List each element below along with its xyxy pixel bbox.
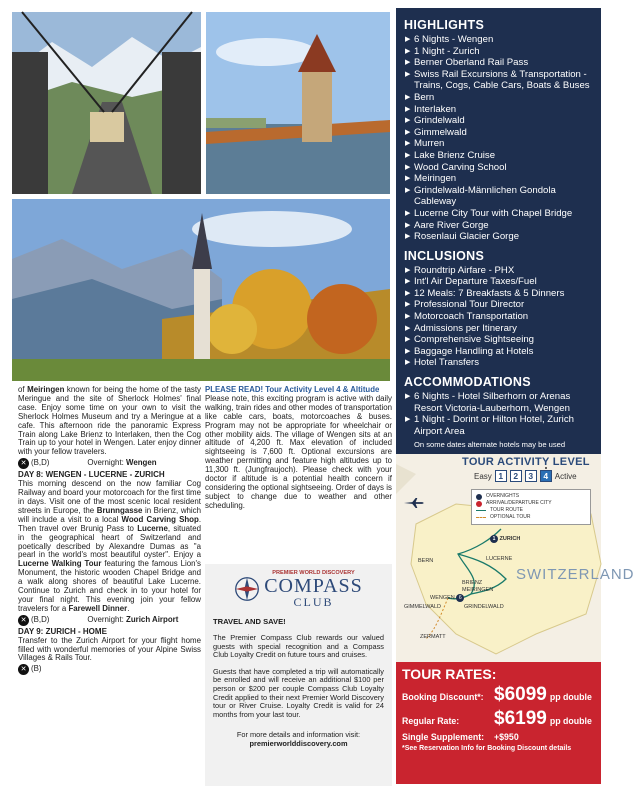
alpine-village-photo <box>12 199 390 381</box>
inclusions-item: ▶ Admissions per Itinerary <box>405 322 517 334</box>
bullet-icon: ▶ <box>405 128 411 136</box>
highlights-item: ▶ 6 Nights - Wengen <box>405 34 494 45</box>
legend-arrival: ARRIVAL/DEPARTURE CITY <box>476 500 586 507</box>
meal-icon: ✕ <box>18 458 29 469</box>
legend-optional: OPTIONAL TOUR <box>476 514 586 521</box>
meals-row: ✕ (B,D) Overnight: Zurich Airport <box>18 615 201 626</box>
map-label-grindelwald: GRINDELWALD <box>464 604 504 610</box>
map-label-gimmelwald: GIMMELWALD <box>404 604 441 610</box>
highlights-heading: HIGHLIGHTS <box>404 18 485 32</box>
accommodations-item: ▶ 1 Night - Dorint or Hilton Hotel, Zurich Airport Area <box>405 414 574 437</box>
activity-level-scale <box>474 470 577 482</box>
highlights-list <box>404 34 595 243</box>
info-panel <box>396 8 601 454</box>
highlights-item: ▶ Lake Brienz Cruise <box>405 149 496 161</box>
chapel-bridge-photo <box>206 12 390 194</box>
map-label-brienz: BRIENZ <box>462 580 483 586</box>
map-label-lucerne: LUCERNE <box>486 556 513 562</box>
inclusions-heading: INCLUSIONS <box>404 248 485 263</box>
legend-overnights: OVERNIGHTS <box>476 493 586 500</box>
inclusions-item: ▶ Motorcoach Transportation <box>405 311 529 323</box>
cog-railway-photo <box>12 12 201 194</box>
inclusions-item: ▶ Int'l Air Departure Taxes/Fuel <box>405 276 537 288</box>
bullet-icon: ▶ <box>405 140 411 148</box>
accommodations-heading: ACCOMMODATIONS <box>404 375 531 390</box>
day9-heading: DAY 9: ZURICH - HOME <box>18 626 107 636</box>
map-label-meiringen: MEIRINGEN <box>462 587 494 593</box>
bullet-icon: ▶ <box>405 233 411 241</box>
activity-level-title: TOUR ACTIVITY LEVEL <box>462 456 590 468</box>
meal-icon: ✕ <box>18 615 29 626</box>
bullet-icon: ▶ <box>405 117 411 125</box>
inclusions-item: ▶ 12 Meals: 7 Breakfasts & 5 Dinners <box>405 287 565 299</box>
compass-icon <box>234 576 260 602</box>
club-text-1: The Premier Compass Club rewards our valued guests with special recognition and a Compass Club Loyalty Credit on future tours and cruises. <box>213 633 384 660</box>
club-url[interactable]: premierworlddiscovery.com <box>249 738 348 748</box>
inclusions-list <box>404 265 595 369</box>
highlights-item: ▶ Berner Oberland Rail Pass <box>405 57 529 69</box>
plane-icon <box>404 498 424 508</box>
level-2: 2 <box>510 470 522 482</box>
map-label-bern: BERN <box>418 558 434 564</box>
please-read-text: Please note, this exciting program is active with daily walking, train rides and other modes of transportation like cable cars, boats, motorcoaches & buses. Program may not be appropriate for wheelchair or other mobility aids. The village of Wengen sits at an altitude of 4,200 ft. Max elevation of included sightseeing is 7,600 ft. Optional excursions are weather permitting and feature high altitudes up to 11,300 ft. (Jungfraujoch). Please check with your doctor if altitude is a potential health concern if considering the optional sightseeing. Order of days is subject to change due to weather and other scheduling. <box>205 393 392 510</box>
tour-rates <box>396 662 601 784</box>
bullet-icon: ▶ <box>405 105 411 113</box>
hotel-note: On some dates alternate hotels may be used <box>414 440 566 450</box>
single-supplement: Single Supplement: +$950 <box>402 732 519 742</box>
bullet-icon: ▶ <box>405 70 411 78</box>
club-more: For more details and information visit: <box>236 730 361 740</box>
compass-club-logo: PREMIER WORLD DISCOVERY COMPASS CLUB <box>213 570 384 608</box>
rates-note: *See Reservation Info for Booking Discount details <box>402 745 572 752</box>
level-4: 4 <box>540 470 552 482</box>
level-3: 3 <box>525 470 537 482</box>
bullet-icon: ▶ <box>405 359 411 367</box>
map-label-wengen: WENGEN 6 <box>430 594 464 602</box>
bullet-icon: ▶ <box>405 313 411 321</box>
notice-column <box>205 386 392 511</box>
bullet-icon: ▶ <box>405 59 411 67</box>
level-1: 1 <box>495 470 507 482</box>
day7-text: of Meiringen known for being the home of the tasty Meringue and the site of Sherlock Holmes' final case. Enjoy some time on your own to visit the Sherlock Holmes Museum and try a Meringue at a cafe. This afternoon ride the panoramic Express Train along Lake Brienz to Interlaken, then the Cog Train up to your hotel in Wengen. Later enjoy dinner with your fellow travelers. <box>18 385 201 457</box>
map-legend <box>471 489 591 525</box>
bullet-icon: ▶ <box>405 324 411 332</box>
rates-heading: TOUR RATES: <box>402 666 497 682</box>
bullet-icon: ▶ <box>405 278 411 286</box>
bullet-icon: ▶ <box>405 163 411 171</box>
bullet-icon: ▶ <box>405 93 411 101</box>
bullet-icon: ▶ <box>405 347 411 355</box>
accommodations-item: ▶ 6 Nights - Hotel Silberhorn or Arenas Resort Victoria-Lauberhorn, Wengen <box>405 391 571 414</box>
club-text-2: Guests that have completed a trip will automatically be enrolled and will receive an additional $100 per person or $200 per couple Compass Club Loyalty Credit applied to their next Premier World Discovery tour or River Cruise. Loyalty Credit is valid for 24 months from your last tour. <box>213 666 384 719</box>
day8-heading: DAY 8: WENGEN - LUCERNE - ZURICH <box>18 470 165 480</box>
bullet-icon: ▶ <box>405 36 411 43</box>
day9-text: Transfer to the Zurich Airport for your flight home filled with wonderful memories of your Alpine Swiss Villages & Rails Tour. <box>18 635 201 663</box>
accommodations-list <box>404 391 595 437</box>
map-label-zurich: 1 ZURICH <box>490 535 520 543</box>
bullet-icon: ▶ <box>405 289 411 297</box>
highlights-item: ▶ Swiss Rail Excursions & Transportation - Trains, Cogs, Cable Cars, Boats & Buses <box>405 68 590 92</box>
legend-route: TOUR ROUTE <box>476 507 586 514</box>
meals-row: ✕ (B) <box>18 664 201 675</box>
country-label: SWITZERLAND <box>516 566 635 583</box>
bullet-icon: ▶ <box>405 151 411 159</box>
bullet-icon: ▶ <box>405 336 411 344</box>
regular-rate: Regular Rate: $6199 pp double <box>402 708 592 729</box>
inclusions-item: ▶ Comprehensive Sightseeing <box>405 334 534 346</box>
highlights-item: ▶ Meiringen <box>405 173 457 185</box>
booking-rate: Booking Discount*: $6099 pp double <box>402 684 592 705</box>
highlights-item: ▶ Wood Carving School <box>405 161 507 173</box>
highlights-item: ▶ Interlaken <box>405 103 457 115</box>
meal-icon: ✕ <box>18 664 29 675</box>
compass-club-box <box>205 564 392 786</box>
bullet-icon: ▶ <box>405 301 411 309</box>
bullet-icon: ▶ <box>405 209 411 217</box>
bullet-icon: ▶ <box>405 47 411 55</box>
highlights-item: ▶ Lucerne City Tour with Chapel Bridge <box>405 207 573 219</box>
map-label-zermatt: ZERMATT <box>420 634 446 640</box>
highlights-item: ▶ Gimmelwald <box>405 126 467 138</box>
inclusions-item: ▶ Hotel Transfers <box>405 357 480 369</box>
easy-label: Easy <box>474 471 492 481</box>
itinerary-column <box>18 386 201 677</box>
bullet-icon: ▶ <box>405 393 411 401</box>
bullet-icon: ▶ <box>405 416 411 424</box>
highlights-item: ▶ Bern <box>405 91 435 103</box>
bullet-icon: ▶ <box>405 186 411 194</box>
bullet-icon: ▶ <box>405 221 411 229</box>
highlights-item: ▶ Grindelwald <box>405 115 465 127</box>
meals-row: ✕ (B,D) Overnight: Wengen <box>18 458 201 469</box>
highlights-item: ▶ 1 Night - Zurich <box>405 45 480 57</box>
highlights-item: ▶ Aare River Gorge <box>405 219 489 231</box>
bullet-icon: ▶ <box>405 175 411 183</box>
day8-text: This morning descend on the now familiar Cog Railway and board your motorcoach for the first time in days. Visit one of the most scenic local resident streets in Europe, the Brunngasse in Brienz, which will include a visit to a local Wood Carving Shop. Then travel over Brunig Pass to Lucerne, situated in the geographical heart of Switzerland and poetically described by Alexandre Dumas as "a pearl in the world's most beautiful oyster". Enjoy a Lucerne Walking Tour featuring the famous Lion's Monument, the historic wooden Chapel Bridge and a walk along shores of beautiful Lake Lucerne. Continue to Zurich and check in to your hotel for your final night. This evening join your fellow travelers for a Farewell Dinner. <box>18 479 202 613</box>
highlights-item: ▶ Murren <box>405 138 445 150</box>
active-label: Active <box>554 471 577 481</box>
highlights-item: ▶ Grindelwald-Männlichen Gondola Cableway <box>405 184 556 208</box>
inclusions-item: ▶ Roundtrip Airfare - PHX <box>405 264 515 276</box>
inclusions-item: ▶ Baggage Handling at Hotels <box>405 345 534 357</box>
highlights-item: ▶ Rosenlaui Glacier Gorge <box>405 231 520 243</box>
please-read-heading: PLEASE READ! Tour Activity Level 4 & Altitude <box>205 385 380 394</box>
inclusions-item: ▶ Professional Tour Director <box>405 299 525 311</box>
bullet-icon: ▶ <box>405 266 411 274</box>
club-heading: TRAVEL AND SAVE! <box>213 617 286 626</box>
